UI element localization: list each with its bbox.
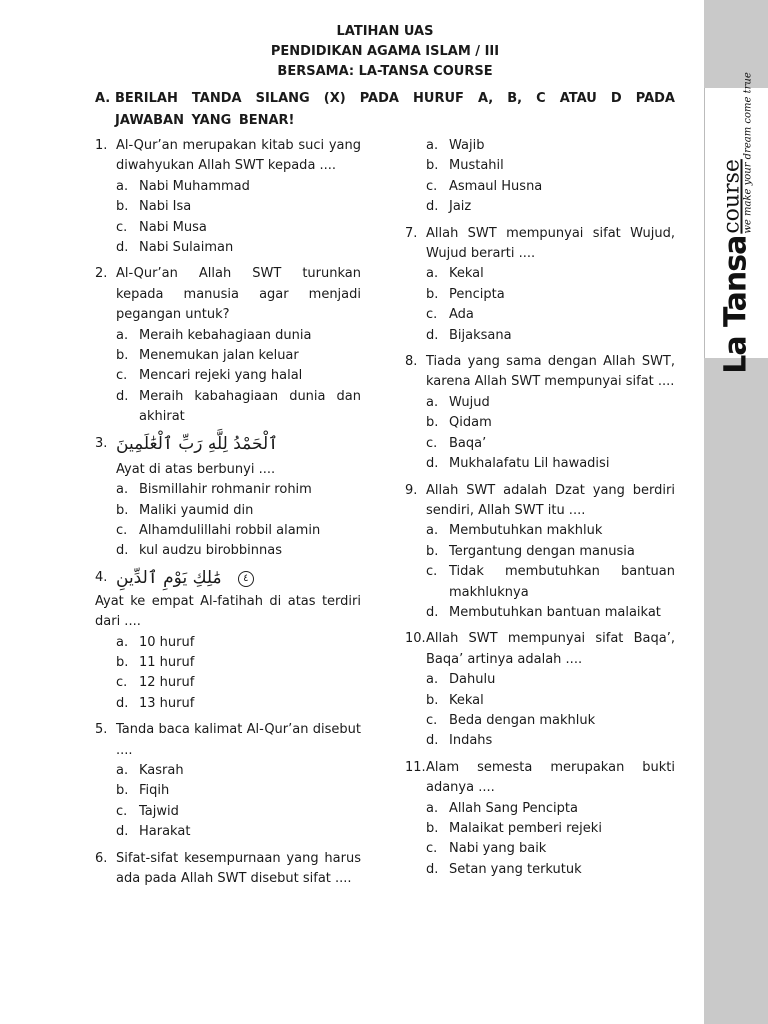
option-c[interactable]	[426, 839, 675, 859]
option-text: Nabi Isa	[139, 199, 192, 215]
ayah-number-mark: ٤	[238, 571, 254, 587]
option-d[interactable]	[426, 603, 675, 623]
option-letter: c.	[116, 803, 128, 819]
option-c[interactable]	[426, 711, 675, 731]
option-letter: a.	[426, 800, 439, 816]
option-letter: c.	[426, 435, 438, 451]
option-letter: b.	[426, 821, 439, 836]
option-letter: d.	[426, 604, 439, 620]
option-text: 10 huruf	[139, 634, 195, 650]
question-number: 8.	[405, 354, 418, 370]
option-c[interactable]	[426, 562, 675, 603]
question-stem: Tanda baca kalimat Al-Qur’an disebut ....	[116, 722, 361, 758]
option-letter: d.	[426, 456, 439, 472]
option-text: Mustahil	[449, 158, 504, 174]
option-text: Baqa’	[449, 435, 487, 451]
option-letter: d.	[426, 733, 439, 749]
option-text: Bijaksana	[449, 327, 512, 343]
question-number: 7.	[405, 225, 418, 241]
option-letter: c.	[426, 841, 438, 857]
option-letter: d.	[116, 388, 129, 404]
option-b[interactable]	[426, 156, 675, 176]
option-text: Beda dengan makhluk	[449, 712, 596, 728]
option-a[interactable]	[426, 799, 675, 819]
header-line-1: LATIHAN UAS	[336, 24, 434, 39]
arabic-text: مَٰلِكِ يَوْمِ ٱلدِّينِ	[116, 567, 222, 588]
option-d[interactable]	[426, 326, 675, 346]
option-d[interactable]	[116, 541, 361, 561]
question-stem: Alam semesta merupakan bukti adanya ....	[426, 759, 675, 796]
question-number: 4.	[95, 569, 108, 585]
option-letter: b.	[116, 783, 129, 799]
option-letter: b.	[116, 502, 129, 518]
option-c[interactable]	[426, 305, 675, 325]
question-number: 6.	[95, 850, 108, 866]
question-6	[95, 849, 361, 890]
option-c[interactable]	[426, 177, 675, 197]
question-stem: Al-Qur’an merupakan kitab suci yang diwahyukan Allah SWT kepada ....	[116, 138, 361, 174]
option-letter: a.	[426, 672, 439, 688]
option-text: Jaiz	[449, 199, 472, 215]
question-stem: Ayat di atas berbunyi ....	[116, 461, 276, 477]
section-tag: A.	[95, 91, 111, 106]
question-stem: Allah SWT mempunyai sifat Wujud, Wujud berarti ....	[426, 225, 675, 262]
question-8	[405, 352, 675, 474]
option-letter: c.	[426, 178, 438, 194]
question-1	[95, 136, 361, 258]
question-5	[95, 720, 361, 842]
option-letter: a.	[116, 327, 129, 343]
right-column	[405, 136, 675, 886]
option-text: Kekal	[449, 266, 484, 282]
question-6-options	[405, 136, 675, 218]
question-3	[95, 434, 361, 562]
option-text: Meraih kabahagiaan dunia dan akhirat	[139, 388, 361, 425]
question-number: 10.	[405, 631, 426, 647]
arabic-text: ٱلْحَمْدُ لِلَّهِ رَبِّ ٱلْعَٰلَمِينَ	[116, 433, 279, 454]
option-b[interactable]	[116, 501, 361, 521]
option-letter: b.	[116, 348, 129, 364]
option-text: Membutuhkan makhluk	[449, 523, 603, 539]
option-letter: c.	[116, 219, 128, 235]
option-b[interactable]	[116, 197, 361, 217]
option-a[interactable]	[426, 393, 675, 413]
option-text: Kekal	[449, 692, 484, 708]
logo-slogan: we make your dream come true	[742, 72, 754, 234]
header-line-2: PENDIDIKAN AGAMA ISLAM / III	[270, 44, 500, 59]
option-text: Fiqih	[139, 783, 170, 799]
arabic-verse	[116, 434, 361, 460]
option-text: Wujud	[449, 394, 490, 410]
option-text: kul audzu birobbinnas	[139, 543, 282, 559]
option-text: Bismillahir rohmanir rohim	[139, 482, 312, 498]
question-10	[405, 629, 675, 751]
option-text: Nabi Musa	[139, 219, 207, 235]
option-d[interactable]	[426, 454, 675, 474]
option-text: Indahs	[449, 733, 493, 749]
option-text: Alhamdulillahi robbil alamin	[139, 522, 321, 538]
option-text: Menemukan jalan keluar	[139, 348, 299, 364]
question-number: 9.	[405, 482, 418, 498]
option-letter: c.	[116, 522, 128, 538]
option-letter: a.	[426, 138, 439, 153]
option-b[interactable]	[426, 819, 675, 839]
option-c[interactable]	[116, 218, 361, 238]
option-b[interactable]	[116, 781, 361, 801]
option-letter: c.	[426, 564, 438, 580]
option-letter: b.	[426, 543, 439, 559]
option-text: Wajib	[449, 138, 485, 153]
option-text: Nabi yang baik	[449, 841, 547, 857]
option-c[interactable]	[116, 366, 361, 386]
option-a[interactable]	[426, 521, 675, 541]
option-text: Nabi Sulaiman	[139, 240, 234, 256]
question-number: 1.	[95, 138, 108, 153]
option-b[interactable]	[426, 285, 675, 305]
option-letter: a.	[426, 523, 439, 539]
option-b[interactable]	[426, 413, 675, 433]
option-text: 12 huruf	[139, 675, 195, 691]
option-d[interactable]	[426, 860, 675, 880]
option-letter: a.	[116, 178, 129, 194]
question-2	[95, 264, 361, 427]
option-text: 13 huruf	[139, 695, 195, 711]
option-text: Tergantung dengan manusia	[449, 543, 635, 559]
question-9	[405, 481, 675, 624]
option-a[interactable]	[116, 177, 361, 197]
question-stem: Allah SWT mempunyai sifat Baqa’, Baqa’ artinya adalah ....	[426, 631, 675, 667]
option-text: Tidak membutuhkan bantuan makhluknya	[449, 564, 675, 600]
option-a[interactable]	[116, 761, 361, 781]
question-stem: Ayat ke empat Al-fatihah di atas terdiri dari ....	[95, 593, 361, 630]
question-number: 3.	[95, 435, 108, 451]
option-b[interactable]	[116, 653, 361, 673]
option-text: Allah Sang Pencipta	[449, 800, 578, 816]
la-tansa-logo	[704, 72, 768, 374]
option-letter: d.	[426, 327, 439, 343]
option-c[interactable]	[116, 802, 361, 822]
left-column	[95, 136, 361, 895]
option-letter: d.	[116, 240, 129, 256]
option-a[interactable]	[116, 633, 361, 653]
option-c[interactable]	[426, 434, 675, 454]
option-text: Pencipta	[449, 286, 505, 302]
arabic-verse	[116, 568, 361, 592]
option-letter: a.	[426, 394, 439, 410]
option-letter: a.	[426, 266, 439, 282]
question-4	[95, 568, 361, 714]
option-d[interactable]	[116, 694, 361, 714]
option-letter: c.	[116, 675, 128, 691]
question-stem: Allah SWT adalah Dzat yang berdiri sendiri, Allah SWT itu ....	[426, 482, 675, 518]
option-b[interactable]	[426, 542, 675, 562]
option-text: Meraih kebahagiaan dunia	[139, 327, 312, 343]
logo-main-text: La Tansa	[718, 235, 754, 374]
option-a[interactable]	[426, 136, 675, 156]
option-letter: d.	[116, 695, 129, 711]
option-letter: b.	[426, 692, 439, 708]
option-letter: d.	[426, 199, 439, 215]
option-text: Kasrah	[139, 762, 184, 778]
option-a[interactable]	[426, 670, 675, 690]
logo-course-text: course	[719, 159, 745, 234]
question-11	[405, 758, 675, 880]
option-text: Ada	[449, 307, 474, 323]
option-letter: b.	[116, 199, 129, 215]
option-c[interactable]	[116, 521, 361, 541]
option-text: Maliki yaumid din	[139, 502, 254, 518]
option-letter: b.	[426, 158, 439, 174]
option-letter: d.	[116, 543, 129, 559]
option-text: Mencari rejeki yang halal	[139, 368, 303, 384]
option-text: Tajwid	[139, 803, 179, 819]
option-text: Asmaul Husna	[449, 178, 543, 194]
option-text: Membutuhkan bantuan malaikat	[449, 604, 661, 620]
option-text: Qidam	[449, 415, 492, 431]
header-line-3: BERSAMA: LA-TANSA COURSE	[277, 64, 493, 79]
question-stem: Sifat-sifat kesempurnaan yang harus ada pada Allah SWT disebut sifat ....	[116, 850, 361, 886]
option-d[interactable]	[116, 238, 361, 258]
instruction-text: BERILAH TANDA SILANG (X) PADA HURUF A, B, C ATAU D PADA JAWABAN YANG BENAR!	[115, 91, 675, 128]
section-instruction	[95, 88, 675, 132]
option-d[interactable]	[426, 197, 675, 217]
question-7	[405, 224, 675, 346]
option-d[interactable]	[426, 731, 675, 751]
option-text: Mukhalafatu Lil hawadisi	[449, 456, 610, 472]
question-number: 2.	[95, 266, 108, 282]
option-letter: d.	[116, 824, 129, 840]
option-letter: a.	[116, 482, 129, 498]
option-a[interactable]	[426, 264, 675, 284]
option-d[interactable]	[116, 387, 361, 428]
question-stem: Tiada yang sama dengan Allah SWT, karena Allah SWT mempunyai sifat ....	[426, 354, 675, 390]
option-letter: a.	[116, 634, 129, 650]
option-text: 11 huruf	[139, 654, 195, 670]
option-text: Nabi Muhammad	[139, 178, 250, 194]
option-c[interactable]	[116, 673, 361, 693]
option-d[interactable]	[116, 822, 361, 842]
option-a[interactable]	[116, 480, 361, 500]
option-letter: c.	[426, 712, 438, 728]
question-number: 11.	[405, 759, 426, 775]
question-number: 5.	[95, 722, 108, 738]
option-letter: a.	[116, 762, 129, 778]
option-letter: b.	[116, 654, 129, 670]
option-b[interactable]	[426, 691, 675, 711]
option-letter: d.	[426, 861, 439, 877]
question-stem: Al-Qur’an Allah SWT turunkan kepada manusia agar menjadi pegangan untuk?	[116, 266, 361, 323]
option-text: Malaikat pemberi rejeki	[449, 821, 602, 836]
option-letter: c.	[116, 368, 128, 384]
option-a[interactable]	[116, 326, 361, 346]
option-letter: b.	[426, 286, 439, 302]
option-letter: c.	[426, 307, 438, 323]
option-letter: b.	[426, 415, 439, 431]
option-text: Dahulu	[449, 672, 496, 688]
option-text: Harakat	[139, 824, 191, 840]
option-b[interactable]	[116, 346, 361, 366]
option-text: Setan yang terkutuk	[449, 861, 582, 877]
